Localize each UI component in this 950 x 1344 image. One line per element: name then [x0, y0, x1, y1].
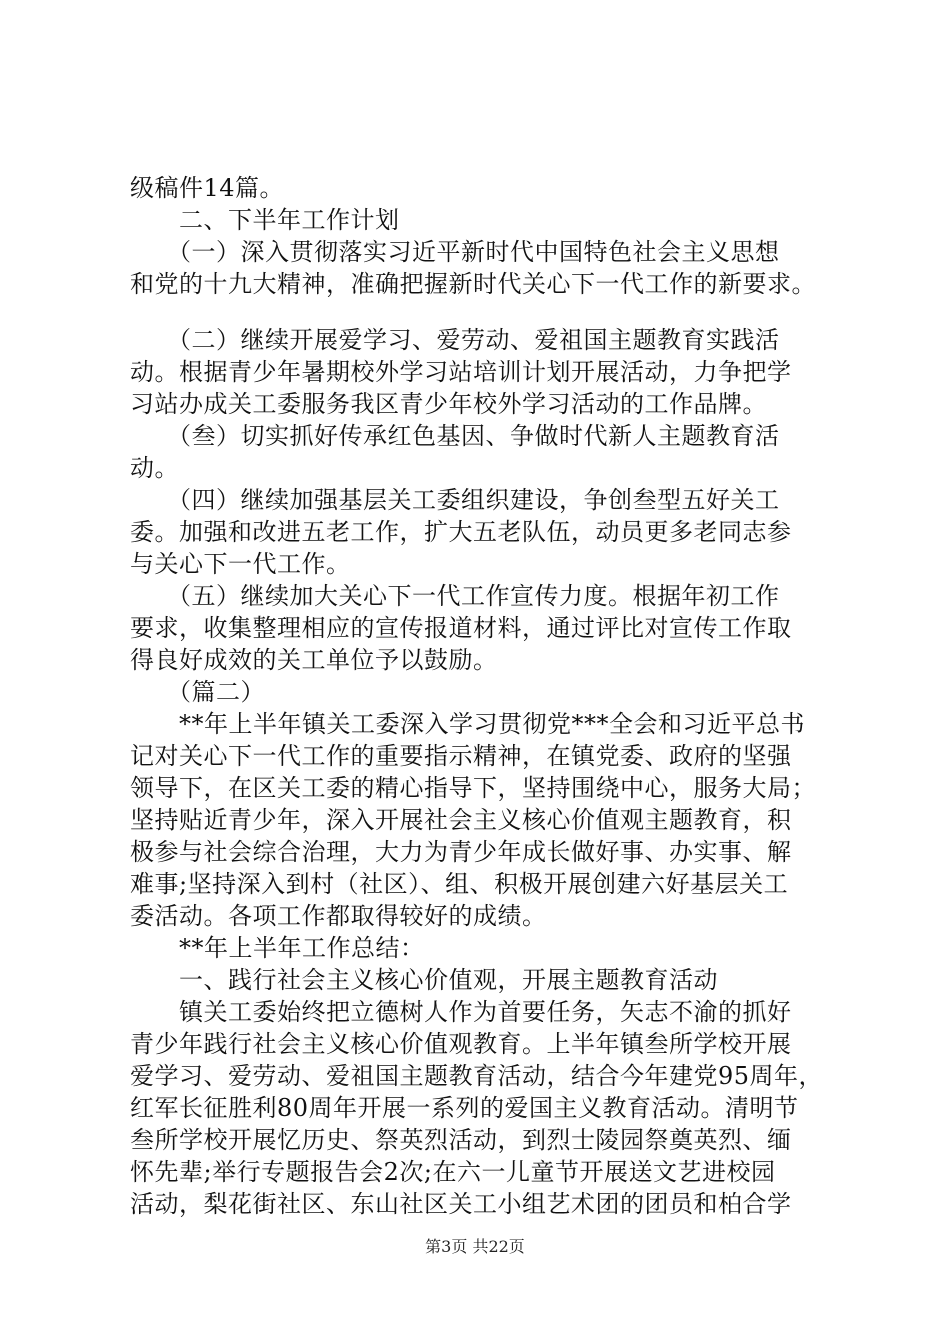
- text-line: （四）继续加强基层关工委组织建设，争创叁型五好关工: [130, 486, 780, 514]
- text-line: 委活动。各项工作都取得较好的成绩。: [130, 902, 547, 930]
- text-line: 与关心下一代工作。: [130, 550, 351, 578]
- text-line: **年上半年工作总结：: [130, 934, 425, 962]
- page-footer: 第3页 共22页: [425, 1237, 525, 1256]
- text-line: （五）继续加大关心下一代工作宣传力度。根据年初工作: [130, 582, 780, 610]
- text-line: （一）深入贯彻落实习近平新时代中国特色社会主义思想: [130, 238, 780, 266]
- text-line: 动。: [130, 454, 179, 482]
- text-line: 坚持贴近青少年，深入开展社会主义核心价值观主题教育，积: [130, 806, 792, 834]
- text-line: 青少年践行社会主义核心价值观教育。上半年镇叁所学校开展: [130, 1030, 792, 1058]
- text-line: 记对关心下一代工作的重要指示精神，在镇党委、政府的坚强: [130, 742, 792, 770]
- text-line: 二、下半年工作计划: [130, 206, 400, 234]
- text-line: 爱学习、爱劳动、爱祖国主题教育活动，结合今年建党95周年，: [130, 1062, 824, 1090]
- text-line: 习站办成关工委服务我区青少年校外学习活动的工作品牌。: [130, 390, 767, 418]
- text-line: 一、践行社会主义核心价值观，开展主题教育活动: [130, 966, 718, 994]
- text-line: 委。加强和改进五老工作，扩大五老队伍，动员更多老同志参: [130, 518, 792, 546]
- text-line: 红军长征胜利80周年开展一系列的爱国主义教育活动。清明节: [130, 1094, 799, 1122]
- text-line: 和党的十九大精神，准确把握新时代关心下一代工作的新要求。: [130, 270, 816, 298]
- text-line: 动。根据青少年暑期校外学习站培训计划开展活动，力争把学: [130, 358, 792, 386]
- text-line: 领导下，在区关工委的精心指导下，坚持围绕中心，服务大局；: [130, 774, 816, 802]
- text-line: （叁）切实抓好传承红色基因、争做时代新人主题教育活: [130, 422, 780, 450]
- text-line: 极参与社会综合治理，大力为青少年成长做好事、办实事、解: [130, 838, 792, 866]
- text-line: 难事;坚持深入到村（社区）、组、积极开展创建六好基层关工: [130, 870, 789, 898]
- text-line: 怀先辈;举行专题报告会2次;在六一儿童节开展送文艺进校园: [130, 1158, 776, 1186]
- text-line: 要求，收集整理相应的宣传报道材料，通过评比对宣传工作取: [130, 614, 792, 642]
- text-line: 级稿件14篇。: [130, 174, 285, 202]
- text-line: （二）继续开展爱学习、爱劳动、爱祖国主题教育实践活: [130, 326, 780, 354]
- document-body: [130, 172, 850, 1220]
- text-line: （篇二）: [130, 678, 265, 706]
- text-line: 活动，梨花街社区、东山社区关工小组艺术团的团员和柏合学: [130, 1190, 792, 1218]
- blank-line: [130, 300, 850, 324]
- text-line: 得良好成效的关工单位予以鼓励。: [130, 646, 498, 674]
- text-line: 叁所学校开展忆历史、祭英烈活动，到烈士陵园祭奠英烈、缅: [130, 1126, 792, 1154]
- text-line: 镇关工委始终把立德树人作为首要任务，矢志不渝的抓好: [130, 998, 792, 1026]
- text-line: **年上半年镇关工委深入学习贯彻党***全会和习近平总书: [130, 710, 805, 738]
